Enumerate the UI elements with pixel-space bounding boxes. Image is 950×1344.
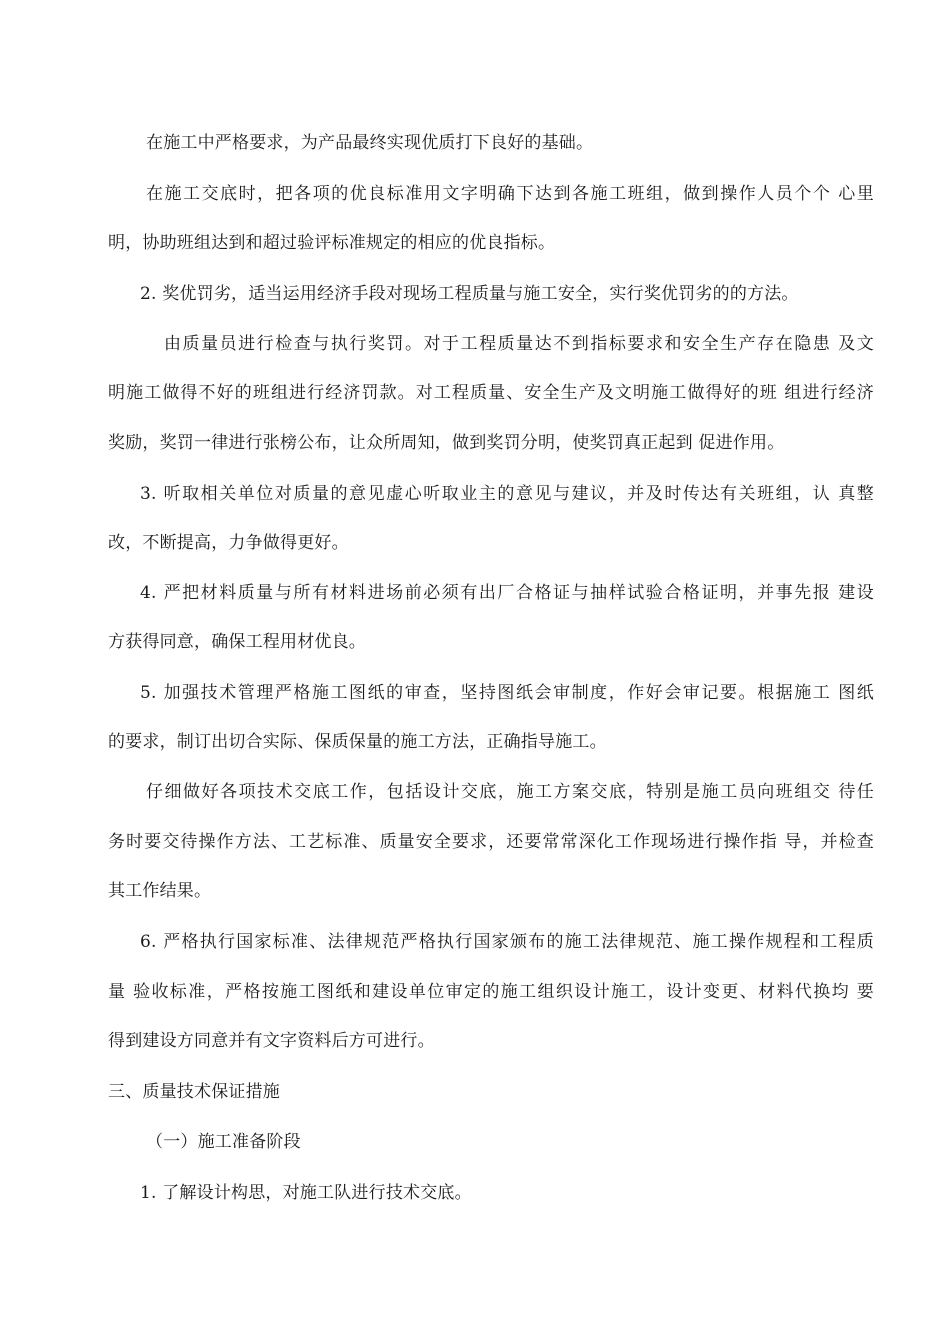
text-line-17: 6. 严格执行国家标准、法律规范严格执行国家颁布的施工法律规范、施工操作规程和工程质	[140, 932, 874, 952]
text-line-5: 由质量员进行检查与执行奖罚。对于工程质量达不到指标要求和安全生产存在隐患 及文	[164, 334, 874, 354]
text-line-19: 得到建设方同意并有文字资料后方可进行。	[108, 1031, 435, 1051]
text-line-16: 其工作结果。	[108, 881, 212, 901]
text-line-14: 仔细做好各项技术交底工作，包括设计交底，施工方案交底，特别是施工员向班组交 待任	[146, 782, 874, 802]
text-line-18: 量 验收标准，严格按施工图纸和建设单位审定的施工组织设计施工，设计变更、材料代换均 要	[108, 982, 874, 1002]
text-line-10: 4. 严把材料质量与所有材料进场前必须有出厂合格证与抽样试验合格证明，并事先报 建设	[140, 583, 874, 603]
text-line-3: 明，协助班组达到和超过验评标准规定的相应的优良指标。	[108, 233, 556, 253]
text-line-7: 奖励，奖罚一律进行张榜公布，让众所周知，做到奖罚分明，使奖罚真正起到 促进作用。	[108, 433, 785, 453]
text-line-9: 改，不断提高，力争做得更好。	[108, 533, 349, 553]
text-line-2: 在施工交底时，把各项的优良标准用文字明确下达到各施工班组，做到操作人员个个 心里	[146, 184, 874, 204]
text-line-15: 务时要交待操作方法、工艺标准、质量安全要求，还要常常深化工作现场进行操作指 导，并检查	[108, 832, 874, 852]
text-line-22: 1. 了解设计构思，对施工队进行技术交底。	[140, 1183, 472, 1203]
text-line-8: 3. 听取相关单位对质量的意见虚心听取业主的意见与建议，并及时传达有关班组，认 真整	[140, 484, 874, 504]
text-line-6: 明施工做得不好的班组进行经济罚款。对工程质量、安全生产及文明施工做得好的班 组进行经济	[108, 383, 874, 403]
text-line-11: 方获得同意，确保工程用材优良。	[108, 632, 366, 652]
section-heading: 三、质量技术保证措施	[108, 1082, 280, 1102]
text-line-12: 5. 加强技术管理严格施工图纸的审查，坚持图纸会审制度，作好会审记要。根据施工 图纸	[140, 683, 874, 703]
text-line-1: 在施工中严格要求，为产品最终实现优质打下良好的基础。	[146, 133, 594, 153]
text-line-4: 2. 奖优罚劣，适当运用经济手段对现场工程质量与施工安全，实行奖优罚劣的的方法。	[140, 284, 799, 304]
text-line-13: 的要求，制订出切合实际、保质保量的施工方法，正确指导施工。	[108, 732, 607, 752]
subsection-heading: （一）施工准备阶段	[146, 1132, 301, 1152]
